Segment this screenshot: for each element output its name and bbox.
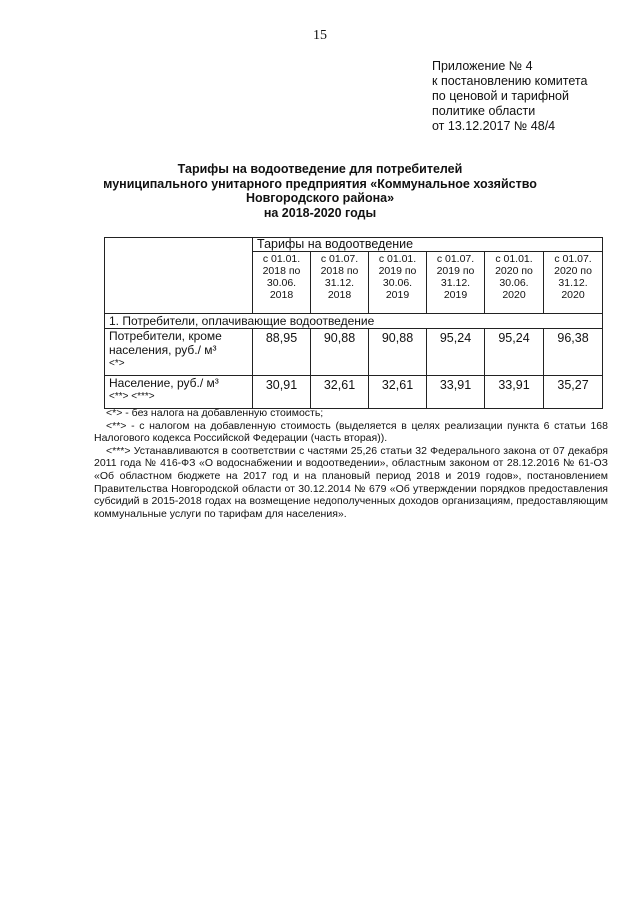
table-row: [105, 376, 603, 409]
tariffs-header: Тарифы на водоотведение: [253, 238, 603, 252]
document-title: [100, 162, 540, 220]
period-cell: с 01.07. 2019 по 31.12. 2019: [427, 252, 485, 314]
title-line: на 2018-2020 годы: [263, 205, 377, 220]
tariff-value: 33,91: [427, 376, 485, 409]
table-row: [105, 329, 603, 376]
section-row: [105, 314, 603, 329]
tariff-value: 96,38: [544, 329, 603, 376]
appendix-line: по ценовой и тарифной: [432, 89, 569, 103]
tariff-value: 32,61: [369, 376, 427, 409]
period-cell: с 01.07. 2020 по 31.12. 2020: [544, 252, 603, 314]
appendix-block: [432, 59, 622, 134]
appendix-line: от 13.12.2017 № 48/4: [432, 119, 556, 133]
period-cell: с 01.01. 2018 по 30.06. 2018: [253, 252, 311, 314]
tariff-table: [104, 237, 603, 409]
tariff-value: 33,91: [485, 376, 544, 409]
tariff-value: 95,24: [485, 329, 544, 376]
footnote: <***> Устанавливаются в соответствии с частями 25,26 статьи 32 Федерального закона от 07 декабря 2011 года № 416-ФЗ «О водоснабжении и водоотведении», областным законом от 28.12.2016 № 61-ОЗ «Об областном бюджете на 2017 год и на плановый период 2018 и 2019 годов», постановлением Правительства Новгородской области от 30.12.2014 № 679 «Об утверждении порядков предоставления субсидий в 2015-2018 годах на возмещение недополученных доходов организациям, предоставляющим коммунальные услуги по тарифам для населения».: [94, 444, 608, 520]
title-line: муниципального унитарного предприятия «Коммунальное хозяйство: [103, 176, 537, 191]
footnote: <*> - без налога на добавленную стоимость;: [106, 407, 324, 419]
period-cell: с 01.01. 2020 по 30.06. 2020: [485, 252, 544, 314]
appendix-line: политике области: [432, 104, 536, 118]
appendix-line: к постановлению комитета: [432, 74, 588, 88]
tariff-value: 90,88: [311, 329, 369, 376]
title-line: Новгородского района»: [245, 191, 395, 205]
tariff-value: 88,95: [253, 329, 311, 376]
row-label: Население, руб./ м³ <**> <***>: [105, 376, 253, 409]
tariff-value: 95,24: [427, 329, 485, 376]
page-number: 15: [313, 28, 327, 43]
tariff-value: 90,88: [369, 329, 427, 376]
table-header-row: [105, 238, 603, 252]
empty-corner-cell: [105, 238, 253, 314]
title-line: Тарифы на водоотведение для потребителей: [177, 162, 463, 176]
section-label: 1. Потребители, оплачивающие водоотведение: [105, 314, 603, 329]
footnotes: [94, 407, 608, 520]
period-cell: с 01.07. 2018 по 31.12. 2018: [311, 252, 369, 314]
tariff-value: 30,91: [253, 376, 311, 409]
tariff-value: 32,61: [311, 376, 369, 409]
footnote: <**> - с налогом на добавленную стоимость (выделяется в целях реализации пункта 6 статьи 168 Налогового кодекса Российской Федерации (часть вторая)).: [94, 419, 608, 445]
appendix-line: Приложение № 4: [432, 59, 533, 73]
period-cell: с 01.01. 2019 по 30.06. 2019: [369, 252, 427, 314]
row-label: Потребители, кроме населения, руб./ м³ <*>: [105, 329, 253, 376]
tariff-value: 35,27: [544, 376, 603, 409]
